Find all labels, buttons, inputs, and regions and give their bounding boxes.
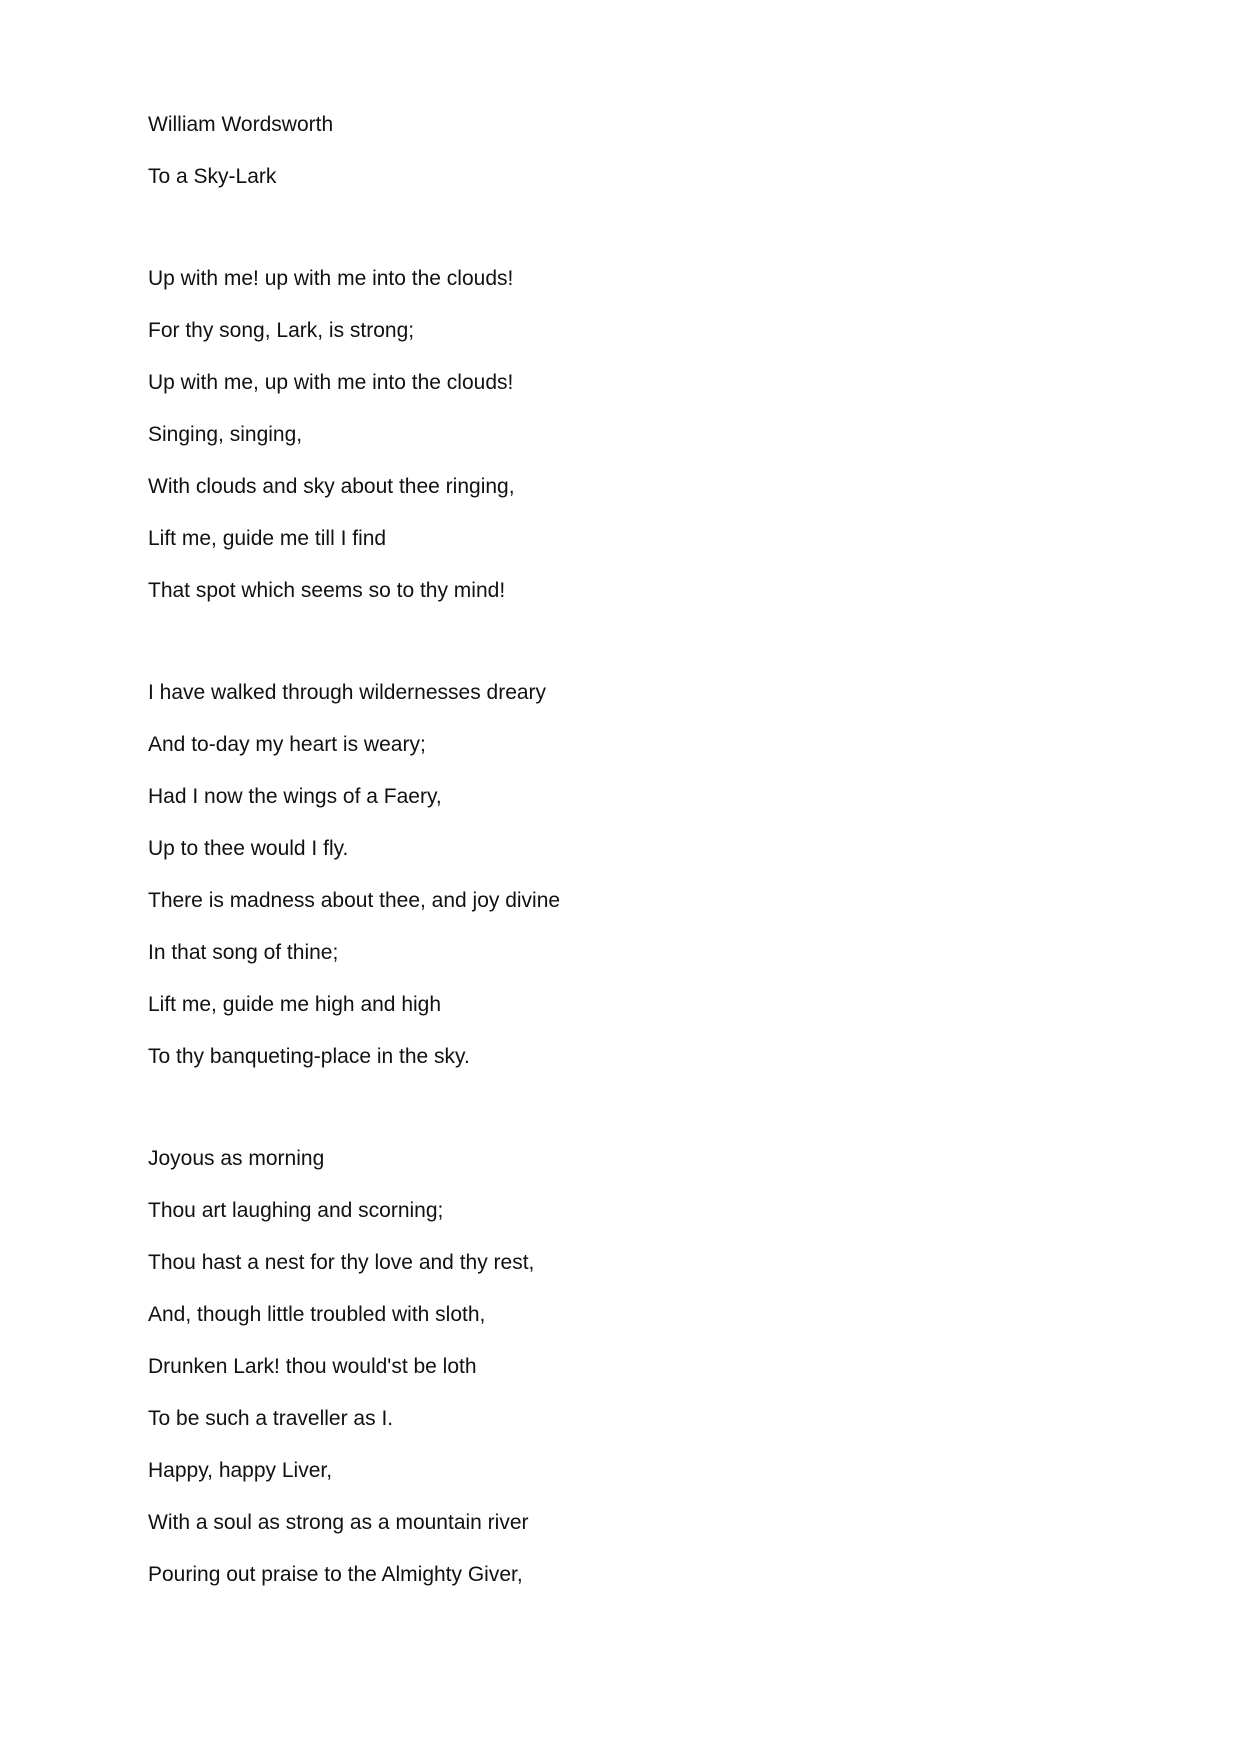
stanza-spacer bbox=[148, 214, 1048, 264]
poem-line: Lift me, guide me high and high bbox=[148, 993, 442, 1016]
poem-line: There is madness about thee, and joy divine bbox=[148, 889, 561, 912]
poem-line: With a soul as strong as a mountain river bbox=[148, 1511, 529, 1534]
stanza-spacer bbox=[148, 628, 1048, 678]
poem-line: Joyous as morning bbox=[148, 1147, 325, 1170]
poem-line: And, though little troubled with sloth, bbox=[148, 1303, 486, 1326]
stanza-2 bbox=[148, 678, 1048, 1094]
stanza-3 bbox=[148, 1144, 1048, 1612]
poem-line: And to-day my heart is weary; bbox=[148, 733, 426, 756]
poem-line: To be such a traveller as I. bbox=[148, 1407, 394, 1430]
poem-line: In that song of thine; bbox=[148, 941, 339, 964]
poem-line: Thou art laughing and scorning; bbox=[148, 1199, 444, 1222]
stanza-spacer bbox=[148, 1094, 1048, 1144]
poem-line: For thy song, Lark, is strong; bbox=[148, 319, 415, 342]
poem-line: Singing, singing, bbox=[148, 423, 303, 446]
poem-line: Thou hast a nest for thy love and thy rest, bbox=[148, 1251, 535, 1274]
poem-line: Up with me! up with me into the clouds! bbox=[148, 267, 514, 290]
poem-line: Drunken Lark! thou would'st be loth bbox=[148, 1355, 477, 1378]
poem-line: Lift me, guide me till I find bbox=[148, 527, 387, 550]
poem-title: To a Sky-Lark bbox=[148, 165, 277, 188]
poem-line: To thy banqueting-place in the sky. bbox=[148, 1045, 470, 1068]
poem-line: Up with me, up with me into the clouds! bbox=[148, 371, 514, 394]
poem-text bbox=[148, 110, 1048, 1612]
poem-line: Had I now the wings of a Faery, bbox=[148, 785, 442, 808]
poem-line: I have walked through wildernesses dreary bbox=[148, 681, 547, 704]
author-line: William Wordsworth bbox=[148, 113, 334, 136]
stanza-1 bbox=[148, 264, 1048, 628]
poem-line: With clouds and sky about thee ringing, bbox=[148, 475, 515, 498]
poem-line: Happy, happy Liver, bbox=[148, 1459, 333, 1482]
poem-line: That spot which seems so to thy mind! bbox=[148, 579, 506, 602]
poem-line: Up to thee would I fly. bbox=[148, 837, 349, 860]
poem-line: Pouring out praise to the Almighty Giver, bbox=[148, 1563, 523, 1586]
